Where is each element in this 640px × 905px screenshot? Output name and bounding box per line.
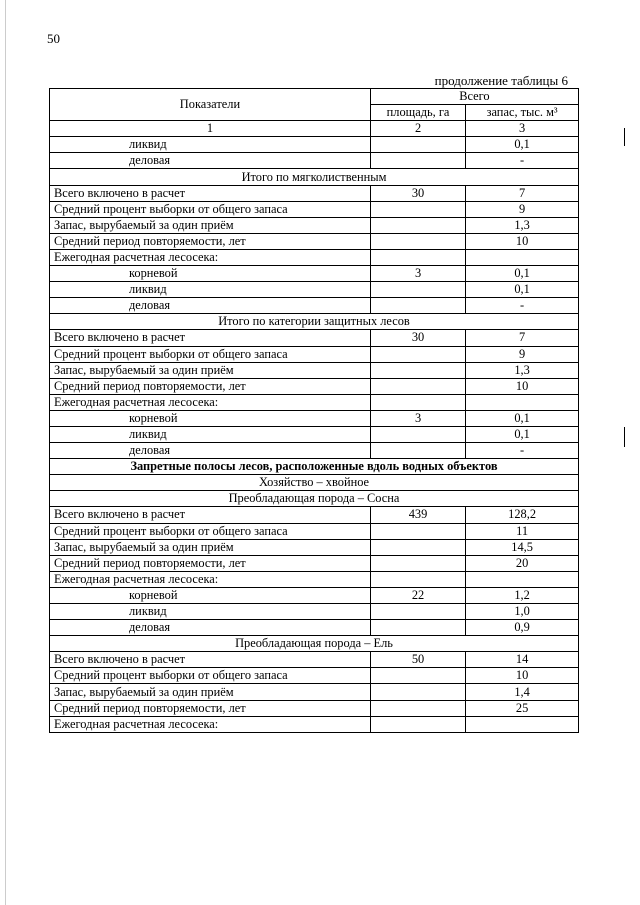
table-row — [50, 620, 579, 636]
row-area — [370, 443, 465, 459]
row-label: Всего включено в расчет — [50, 185, 371, 201]
table-row — [50, 443, 579, 459]
row-label: Ежегодная расчетная лесосека: — [50, 716, 371, 732]
row-label: Запас, вырубаемый за один приём — [50, 217, 371, 233]
row-label: деловая — [50, 298, 371, 314]
section-heading: Итого по мягколиственным — [50, 169, 579, 185]
row-label: ликвид — [50, 426, 371, 442]
row-label: Средний процент выборки от общего запаса — [50, 201, 371, 217]
row-label: Ежегодная расчетная лесосека: — [50, 394, 371, 410]
row-area — [370, 137, 465, 153]
row-stock: 0,1 — [466, 266, 579, 282]
row-stock: 10 — [466, 378, 579, 394]
row-area — [370, 153, 465, 169]
row-area: 30 — [370, 330, 465, 346]
row-area — [370, 523, 465, 539]
row-stock: - — [466, 298, 579, 314]
table-row — [50, 394, 579, 410]
table-body — [50, 137, 579, 732]
table-row — [50, 249, 579, 265]
row-stock — [466, 716, 579, 732]
row-label: Всего включено в расчет — [50, 652, 371, 668]
section-heading-bold: Запретные полосы лесов, расположенные вдоль водных объектов — [50, 459, 579, 475]
table-row — [50, 475, 579, 491]
row-area — [370, 539, 465, 555]
table-row — [50, 700, 579, 716]
row-stock: 14 — [466, 652, 579, 668]
table-row — [50, 266, 579, 282]
row-stock: - — [466, 153, 579, 169]
row-area — [370, 668, 465, 684]
table-row — [50, 282, 579, 298]
row-area: 439 — [370, 507, 465, 523]
row-stock: 0,9 — [466, 620, 579, 636]
page-number: 50 — [47, 31, 60, 46]
row-stock: - — [466, 443, 579, 459]
row-stock — [466, 249, 579, 265]
row-stock: 7 — [466, 185, 579, 201]
table-row — [50, 378, 579, 394]
row-stock: 0,1 — [466, 426, 579, 442]
table-row — [50, 604, 579, 620]
row-stock: 1,2 — [466, 587, 579, 603]
row-stock: 0,1 — [466, 282, 579, 298]
row-stock: 1,3 — [466, 217, 579, 233]
row-stock — [466, 571, 579, 587]
row-label: деловая — [50, 620, 371, 636]
table-row — [50, 346, 579, 362]
row-stock: 1,3 — [466, 362, 579, 378]
row-area — [370, 684, 465, 700]
table-row — [50, 652, 579, 668]
row-area: 3 — [370, 410, 465, 426]
row-stock: 0,1 — [466, 137, 579, 153]
table-row — [50, 185, 579, 201]
row-label: ликвид — [50, 137, 371, 153]
scan-edge-mark — [624, 427, 625, 447]
table-row — [50, 668, 579, 684]
table-row — [50, 491, 579, 507]
row-area — [370, 362, 465, 378]
row-label: Средний процент выборки от общего запаса — [50, 668, 371, 684]
row-area — [370, 571, 465, 587]
row-label: корневой — [50, 410, 371, 426]
table-caption: продолжение таблицы 6 — [434, 73, 568, 88]
header-total: Всего — [370, 89, 578, 105]
table-row — [50, 636, 579, 652]
table-row — [50, 362, 579, 378]
forest-table — [49, 88, 579, 733]
row-area — [370, 233, 465, 249]
row-area: 22 — [370, 587, 465, 603]
table-row — [50, 587, 579, 603]
scan-edge-mark — [5, 0, 6, 905]
row-label: Средний процент выборки от общего запаса — [50, 523, 371, 539]
row-stock: 20 — [466, 555, 579, 571]
header-num-1: 1 — [50, 121, 371, 137]
row-area: 50 — [370, 652, 465, 668]
row-area — [370, 604, 465, 620]
scan-edge-mark — [624, 128, 625, 146]
section-heading: Преобладающая порода – Ель — [50, 636, 579, 652]
row-label: Средний период повторяемости, лет — [50, 555, 371, 571]
table-row — [50, 539, 579, 555]
table-row — [50, 153, 579, 169]
row-area — [370, 346, 465, 362]
row-stock: 7 — [466, 330, 579, 346]
section-heading: Преобладающая порода – Сосна — [50, 491, 579, 507]
row-stock: 11 — [466, 523, 579, 539]
row-label: Запас, вырубаемый за один приём — [50, 362, 371, 378]
row-stock: 10 — [466, 668, 579, 684]
row-label: Запас, вырубаемый за один приём — [50, 539, 371, 555]
table-row — [50, 523, 579, 539]
header-area: площадь, га — [370, 105, 465, 121]
row-label: деловая — [50, 153, 371, 169]
row-stock: 10 — [466, 233, 579, 249]
row-stock: 128,2 — [466, 507, 579, 523]
row-stock — [466, 394, 579, 410]
row-label: Средний период повторяемости, лет — [50, 233, 371, 249]
row-label: Средний период повторяемости, лет — [50, 700, 371, 716]
row-label: Запас, вырубаемый за один приём — [50, 684, 371, 700]
row-area — [370, 282, 465, 298]
row-stock: 9 — [466, 346, 579, 362]
row-area: 30 — [370, 185, 465, 201]
row-stock: 14,5 — [466, 539, 579, 555]
row-label: Ежегодная расчетная лесосека: — [50, 571, 371, 587]
header-num-3: 3 — [466, 121, 579, 137]
table-row — [50, 169, 579, 185]
row-area — [370, 201, 465, 217]
row-area — [370, 298, 465, 314]
row-stock: 25 — [466, 700, 579, 716]
row-area — [370, 394, 465, 410]
row-label: Всего включено в расчет — [50, 507, 371, 523]
row-label: ликвид — [50, 604, 371, 620]
section-heading: Хозяйство – хвойное — [50, 475, 579, 491]
table-row — [50, 555, 579, 571]
table-row — [50, 426, 579, 442]
row-area — [370, 555, 465, 571]
row-label: деловая — [50, 443, 371, 459]
table-row — [50, 217, 579, 233]
row-area — [370, 700, 465, 716]
section-heading: Итого по категории защитных лесов — [50, 314, 579, 330]
row-area — [370, 620, 465, 636]
row-label: Всего включено в расчет — [50, 330, 371, 346]
row-label: Ежегодная расчетная лесосека: — [50, 249, 371, 265]
table-row — [50, 314, 579, 330]
table-row — [50, 684, 579, 700]
table-row — [50, 410, 579, 426]
row-area: 3 — [370, 266, 465, 282]
table-row — [50, 459, 579, 475]
row-stock: 9 — [466, 201, 579, 217]
row-area — [370, 716, 465, 732]
row-stock: 1,0 — [466, 604, 579, 620]
table-row — [50, 298, 579, 314]
row-label: корневой — [50, 587, 371, 603]
row-area — [370, 378, 465, 394]
table-row — [50, 507, 579, 523]
row-label: Средний процент выборки от общего запаса — [50, 346, 371, 362]
table-header — [50, 89, 579, 137]
row-stock: 0,1 — [466, 410, 579, 426]
header-num-2: 2 — [370, 121, 465, 137]
header-stock: запас, тыс. м³ — [466, 105, 579, 121]
row-label: корневой — [50, 266, 371, 282]
row-label: Средний период повторяемости, лет — [50, 378, 371, 394]
row-label: ликвид — [50, 282, 371, 298]
row-stock: 1,4 — [466, 684, 579, 700]
table-row — [50, 330, 579, 346]
row-area — [370, 249, 465, 265]
row-area — [370, 217, 465, 233]
table-row — [50, 233, 579, 249]
table-row — [50, 201, 579, 217]
row-area — [370, 426, 465, 442]
table-row — [50, 571, 579, 587]
header-indicators: Показатели — [50, 89, 371, 121]
table-row — [50, 137, 579, 153]
table-row — [50, 716, 579, 732]
